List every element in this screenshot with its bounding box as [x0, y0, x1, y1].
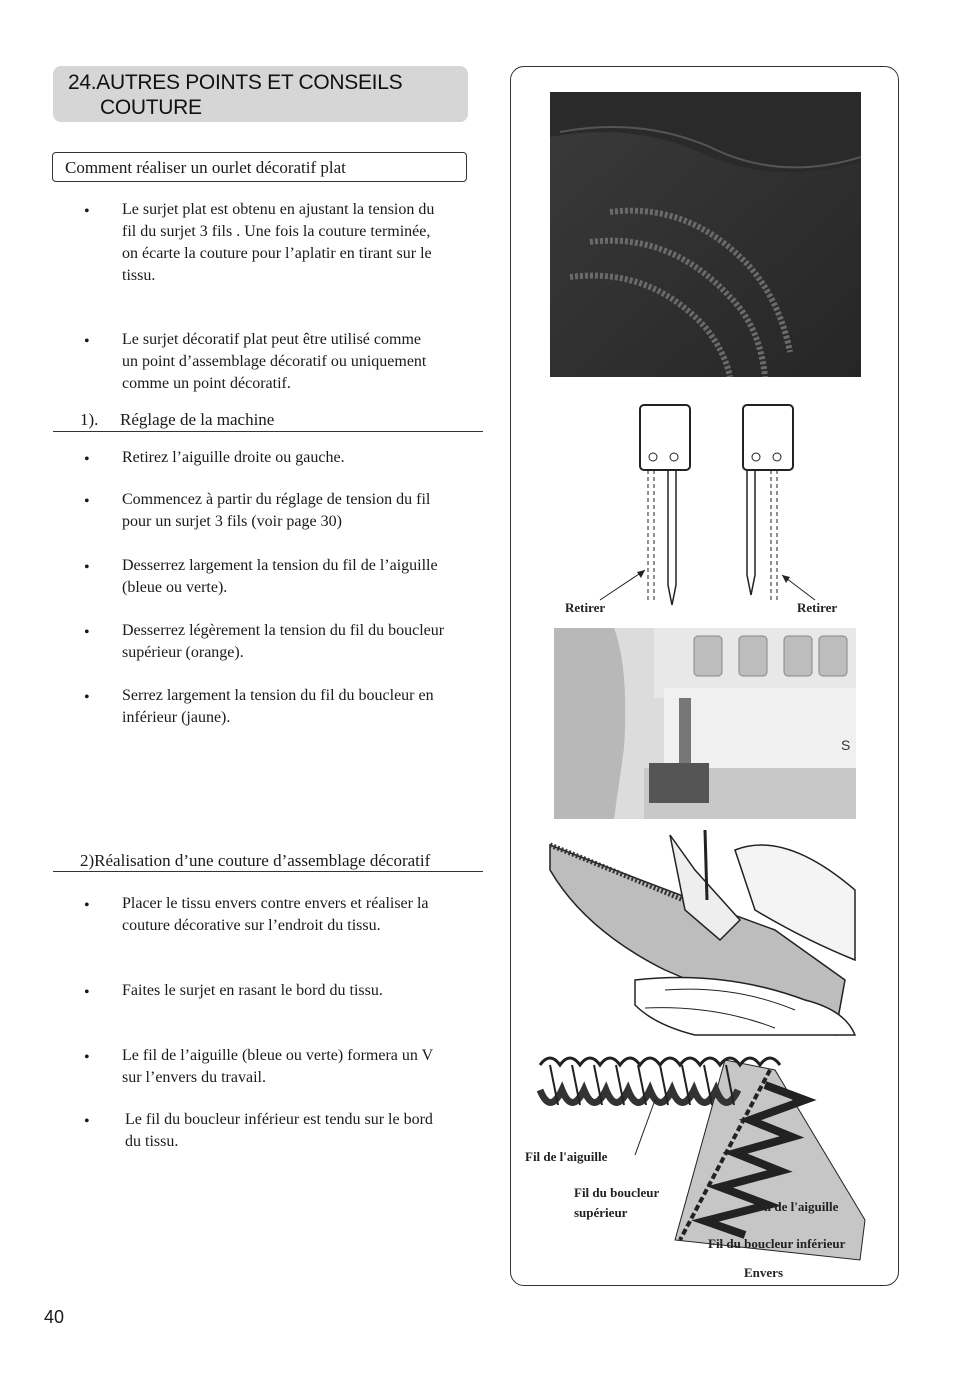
label-remove-left: Retirer — [565, 600, 606, 615]
label-needle-thread-right: Fil de l'aiguille — [756, 1199, 839, 1214]
text-line: fil du surjet 3 fils . Une fois la couture terminée, — [122, 223, 431, 240]
section1-item-5 — [122, 685, 486, 729]
label-needle-thread-left: Fil de l'aiguille — [525, 1149, 608, 1164]
section1-rule — [53, 431, 483, 432]
bullet-dot: • — [84, 624, 90, 641]
label-upper-looper: Fil du boucleur — [574, 1185, 660, 1200]
section2-item-3 — [122, 1045, 486, 1089]
text-line: supérieur (orange). — [122, 644, 244, 661]
text-line: couture décorative sur l’endroit du tissu. — [122, 917, 381, 934]
text-line: Desserrez légèrement la tension du fil du boucleur — [122, 622, 445, 639]
label-reverse: Envers — [744, 1265, 783, 1280]
text-line: Desserrez largement la tension du fil de l’aiguille — [122, 557, 438, 574]
subtitle: Comment réaliser un ourlet décoratif plat — [65, 158, 346, 177]
bullet-dot: • — [84, 984, 90, 1001]
text-line: tissu. — [122, 267, 156, 284]
section1-item-4 — [122, 620, 486, 664]
label-lower-looper: Fil du boucleur inférieur — [708, 1236, 846, 1251]
section2-item-2 — [122, 980, 486, 1002]
text-line: Retirez l’aiguille droite ou gauche. — [122, 449, 345, 466]
intro-paragraph-1 — [122, 199, 486, 287]
section-title-line1: 24.AUTRES POINTS ET CONSEILS — [68, 71, 403, 94]
bullet-dot: • — [84, 689, 90, 706]
bullet-dot: • — [84, 897, 90, 914]
text-line: Placer le tissu envers contre envers et réaliser la — [122, 895, 429, 912]
section1-item-2 — [122, 489, 486, 533]
sewing-hands-illustration — [545, 830, 865, 1040]
text-line: (bleue ou verte). — [122, 579, 228, 596]
bullet-dot: • — [84, 1113, 90, 1130]
bullet-dot: • — [84, 451, 90, 468]
machine-mark: S — [841, 737, 851, 753]
text-line: pour un surjet 3 fils (voir page 30) — [122, 513, 342, 530]
section2-title: 2)Réalisation d’une couture d’assemblage décoratif — [80, 851, 431, 870]
label-upper-looper-2: supérieur — [574, 1205, 628, 1220]
section1-number: 1). — [80, 410, 99, 429]
text-line: Commencez à partir du réglage de tension du fil — [122, 491, 431, 508]
section2-rule — [53, 871, 483, 872]
text-line: Le surjet décoratif plat peut être utilisé comme — [122, 331, 421, 348]
text-line: du tissu. — [125, 1133, 179, 1150]
label-remove-right: Retirer — [797, 600, 838, 615]
bullet-dot: • — [84, 1049, 90, 1066]
section2-item-1 — [122, 893, 486, 937]
text-line: Le fil de l’aiguille (bleue ou verte) formera un V — [122, 1047, 434, 1064]
text-line: comme un point décoratif. — [122, 375, 291, 392]
section-title-box — [53, 66, 468, 122]
text-line: Le fil du boucleur inférieur est tendu sur le bord — [125, 1111, 433, 1128]
text-line: un point d’assemblage décoratif ou uniquement — [122, 353, 427, 370]
serger-machine-photo — [554, 628, 856, 819]
bullet-dot: • — [84, 493, 90, 510]
bullet-dot: • — [84, 333, 90, 350]
text-line: Le surjet plat est obtenu en ajustant la tension du — [122, 201, 435, 218]
text-line: Serrez largement la tension du fil du boucleur en — [122, 687, 434, 704]
sweater-photo — [550, 92, 861, 377]
bullet-dot: • — [84, 559, 90, 576]
section1-title: Réglage de la machine — [120, 410, 275, 429]
section-title-line2: COUTURE — [100, 96, 202, 119]
page-number: 40 — [44, 1307, 65, 1327]
text-line: sur l’envers du travail. — [122, 1069, 266, 1086]
needle-removal-diagram — [560, 400, 860, 620]
text-line: Faites le surjet en rasant le bord du tissu. — [122, 982, 383, 999]
section1-item-3 — [122, 555, 486, 599]
section1-item-1 — [122, 447, 486, 469]
bullet-dot: • — [84, 203, 90, 220]
text-line: on écarte la couture pour l’aplatir en tirant sur le — [122, 245, 432, 262]
section2-item-4 — [125, 1109, 489, 1153]
text-line: inférieur (jaune). — [122, 709, 231, 726]
subtitle-box — [52, 152, 467, 182]
intro-paragraph-2 — [122, 329, 486, 395]
